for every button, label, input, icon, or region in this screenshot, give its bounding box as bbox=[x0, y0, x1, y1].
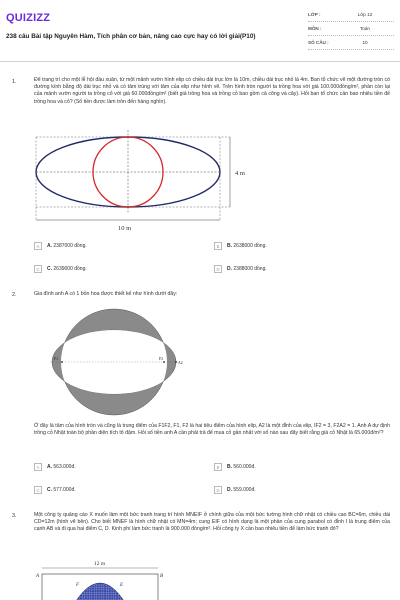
meta-row-count bbox=[308, 36, 394, 50]
question-2-text-after: Ở đây là tâm của hình tròn và cũng là trung điểm của F1F2, F1, F2 là hai tiêu điểm của hình elip, A2 là một đỉnh của elip, IF2 = 3, F2A2 = 1. Anh A dự định trồng cỏ Nhật toàn bộ phần diện tích tô đậm. Hỏi số tiền anh A cần phải trả để mua cỏ gần nhất với số nào sau đây biết rằng giá cỏ Nhật là 65.000đ/m²? bbox=[34, 423, 390, 437]
question-1-figure bbox=[30, 128, 270, 238]
focus-f1-label: F1 bbox=[54, 357, 59, 361]
question-2-number: 2. bbox=[12, 292, 17, 298]
meta-label: SỐ CÂU : bbox=[308, 40, 329, 45]
vertex-a2-label: A2 bbox=[178, 361, 183, 365]
question-3-figure bbox=[34, 556, 174, 600]
point-e-label: E bbox=[120, 583, 124, 588]
question-2-figure bbox=[40, 306, 190, 418]
wall-width-label: 12 m bbox=[94, 561, 106, 567]
page-header bbox=[0, 0, 400, 62]
option-letter-box: D bbox=[214, 486, 222, 494]
meta-value: 10 bbox=[362, 40, 368, 45]
question-2-option-b[interactable]: B B. 560.000đ. bbox=[214, 462, 256, 472]
option-letter-box: B bbox=[214, 242, 222, 250]
corner-a-label: A bbox=[36, 574, 40, 579]
question-3-number: 3. bbox=[12, 513, 17, 519]
option-letter-box: A bbox=[34, 463, 42, 471]
meta-value: Toán bbox=[360, 26, 370, 31]
option-letter-box: C bbox=[34, 265, 42, 273]
height-label: 4 m bbox=[235, 170, 245, 177]
painting-region bbox=[74, 583, 126, 600]
focus-f2-label: F2 bbox=[159, 357, 164, 361]
meta-label: MÔN : bbox=[308, 26, 322, 31]
quizizz-logo: QUIZIZZ bbox=[6, 12, 51, 24]
question-1-number: 1. bbox=[12, 79, 17, 85]
width-label: 10 m bbox=[118, 225, 132, 232]
question-2-option-a[interactable]: A A. 563.000đ. bbox=[34, 462, 76, 472]
point-f-label: F bbox=[76, 583, 80, 588]
corner-b-label: B bbox=[160, 574, 164, 579]
question-1-option-d[interactable]: D D. 2388000 đồng. bbox=[214, 264, 267, 274]
question-1-text: Để trang trí cho một lễ hội đầu xuân, từ một mảnh vườn hình elip có chiều dài trục lớn là 10m, chiều dài trục nhỏ là 4m. Ban tổ chức vẽ một đường tròn có đường kính bằng độ dài trục nhỏ và có tâm trùng với tâm của elip như hình vẽ. Trên hình tròn người ta trồng hoa với giá 100.000đồng/m², phần còn lại của mảnh vườn người ta trồng cỏ với giá 60.000đồng/m² (biết giá trồng hoa và trồng cỏ bao gồm cả công và cây). Hỏi ban tổ chức cần bao nhiêu tiền để trồng hoa và cỏ? (Số tiền được làm tròn đến hàng nghìn). bbox=[34, 77, 390, 105]
meta-table bbox=[308, 8, 394, 50]
page-title: 238 câu Bài tập Nguyên Hàm, Tích phân cơ bản, nâng cao cực hay có lời giải(P10) bbox=[6, 33, 256, 40]
meta-row-subject bbox=[308, 22, 394, 36]
option-letter-box: B bbox=[214, 463, 222, 471]
question-2-text: Gia đình anh A có 1 bồn hoa được thiết kế như hình dưới đây: bbox=[34, 291, 178, 297]
question-1-option-c[interactable]: C C. 2639000 đồng. bbox=[34, 264, 87, 274]
meta-label: LỚP : bbox=[308, 12, 321, 17]
question-2-option-d[interactable]: D D. 559.000đ. bbox=[214, 485, 256, 495]
option-letter-box: D bbox=[214, 265, 222, 273]
question-1-option-b[interactable]: B B. 2638000 đồng. bbox=[214, 241, 267, 251]
option-letter-box: A bbox=[34, 242, 42, 250]
question-2-option-c[interactable]: C C. 577.000đ. bbox=[34, 485, 76, 495]
meta-row-grade bbox=[308, 8, 394, 22]
question-1-option-a[interactable]: A A. 2387000 đồng. bbox=[34, 241, 87, 251]
question-3-text: Một công ty quảng cáo X muốn làm một bức tranh trang trí hình MNEIF ở chính giữa của một bức tường hình chữ nhật có chiều cao BC=6m, chiều dài CD=12m (hình vẽ bên). Cho biết MNEF là hình chữ nhật có MN=4m; cung EIF có hình dạng là một phần của cung parabol có đỉnh I là trung điểm của cạnh AB và đi qua hai điểm C, D. Kinh phí làm bức tranh là 900.000 đồng/m². Hỏi công ty X cần bao nhiêu tiền để làm bức tranh đó? bbox=[34, 512, 390, 533]
option-letter-box: C bbox=[34, 486, 42, 494]
meta-value: Lớp 12 bbox=[357, 12, 373, 17]
